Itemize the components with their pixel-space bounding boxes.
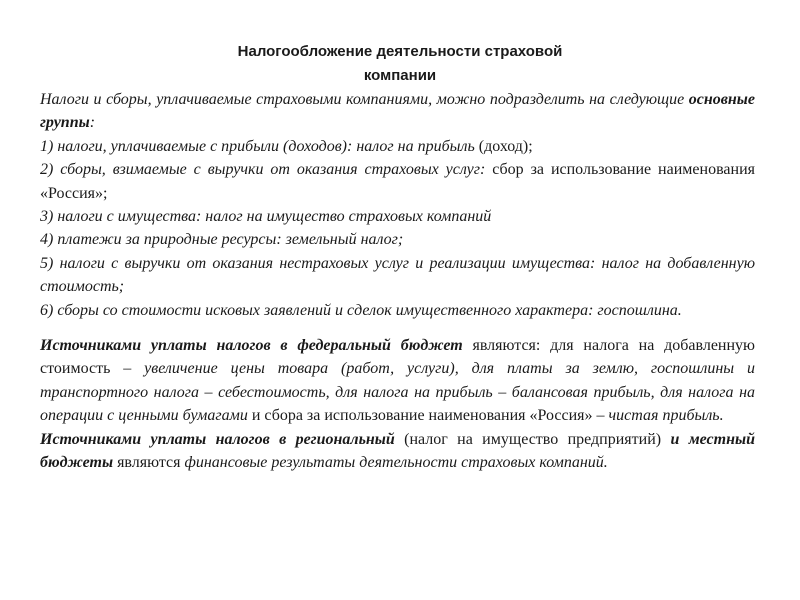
- regional-text-2: являются: [113, 454, 185, 472]
- federal-lead: Источниками уплаты налогов в федеральный бюджет: [40, 337, 463, 355]
- list-item-3-italic: 3) налоги с имущества: налог на имущество страховых компаний: [40, 208, 492, 226]
- list-item-1: [40, 135, 755, 158]
- intro-paragraph: [40, 88, 755, 135]
- list-item-1-plain: (доход);: [474, 137, 533, 155]
- list-item-4-italic: 4) платежи за природные ресурсы: земельный налог;: [40, 231, 404, 249]
- regional-paragraph: [40, 428, 755, 475]
- list-item-1-italic: 1) налоги, уплачиваемые с прибыли (доходов): налог на прибыль: [40, 137, 475, 155]
- slide-title-line-2: компании: [363, 67, 437, 84]
- intro-text: Налоги и сборы, уплачиваемые страховыми компаниями, можно подразделить на следующие: [40, 91, 689, 108]
- regional-lead-2: и местный бюджеты: [40, 430, 755, 472]
- intro-end: :: [89, 114, 96, 132]
- federal-text-4: чистая прибыль.: [608, 407, 724, 425]
- federal-text-1: являются: для налога на добавленную стоимость –: [40, 337, 756, 378]
- slide-title: [0, 40, 800, 88]
- intro-emphasis: основные группы: [40, 91, 755, 132]
- federal-paragraph: [40, 334, 755, 428]
- list-item-2-plain: сбор за использование наименования «Россия»;: [40, 161, 756, 202]
- list-item-4: [40, 228, 755, 251]
- federal-text-2: увеличение цены товара (работ, услуги), для платы за землю, госпошлины и транспортного налога – себестоимость, для налога на прибыль – балансовая прибыль, для налога на операции с ценными бумагами: [40, 360, 756, 425]
- list-item-3: [40, 205, 755, 228]
- list-item-2: [40, 158, 755, 205]
- regional-text-3: финансовые результаты деятельности страховых компаний.: [184, 454, 608, 472]
- list-item-6: [40, 299, 755, 322]
- list-item-6-italic: 6) сборы со стоимости исковых заявлений и сделок имущественного характера: госпошлина.: [40, 301, 682, 319]
- slide-title-line-1: Налогообложение деятельности страховой: [237, 43, 563, 60]
- regional-text-1: (налог на имущество предприятий): [394, 430, 671, 448]
- list-item-5: [40, 252, 755, 299]
- federal-text-3: и сбора за использование наименования «Россия» –: [247, 407, 609, 425]
- list-item-5-italic: 5) налоги с выручки от оказания нестраховых услуг и реализации имущества: налог на добавленную стоимость;: [40, 254, 755, 296]
- list-item-2-italic: 2) сборы, взимаемые с выручки от оказания страховых услуг:: [40, 161, 486, 179]
- regional-lead: Источниками уплаты налогов в региональный: [40, 430, 395, 448]
- slide-body: [40, 88, 755, 475]
